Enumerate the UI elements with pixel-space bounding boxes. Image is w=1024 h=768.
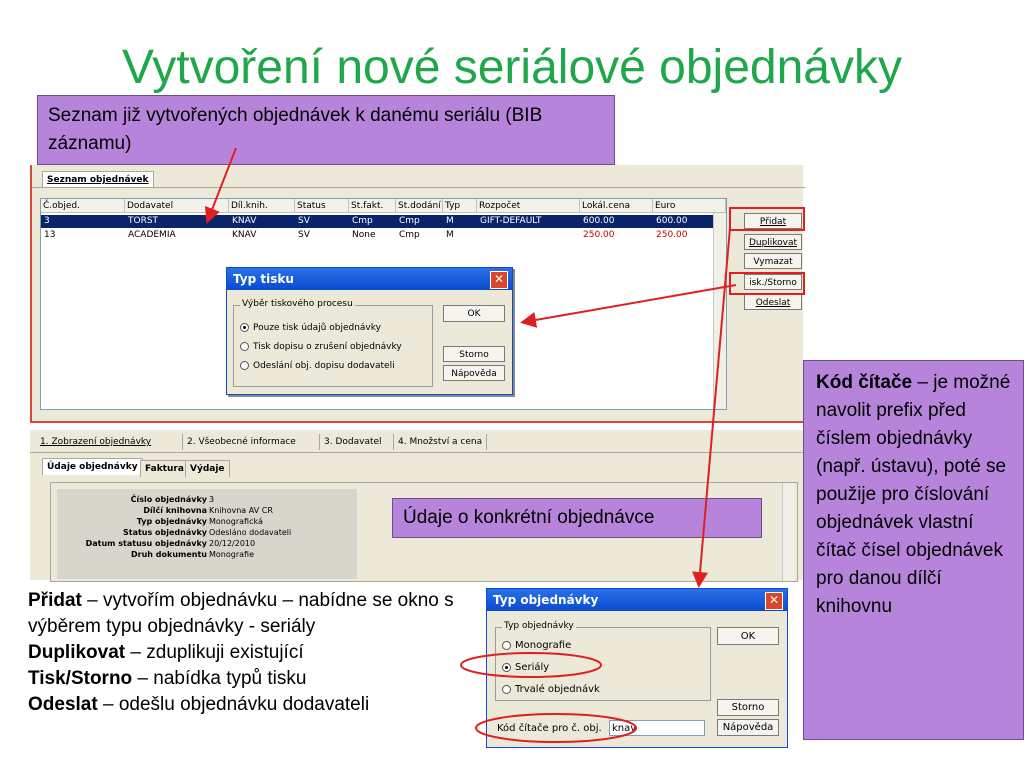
slide-title: Vytvoření nové seriálové objednávky (122, 41, 902, 94)
cell-euro: 250.00 (656, 230, 688, 240)
field-label: Číslo objednávky (130, 495, 207, 504)
field-value: Odesláno dodavateli (209, 528, 292, 537)
tab-order-list[interactable]: Seznam objednávek (42, 171, 154, 188)
cell-status: SV (298, 230, 310, 240)
duplicate-button-label: Duplikovat (748, 238, 798, 248)
field-label: Datum statusu objednávky (85, 539, 207, 548)
notes-list (28, 588, 488, 718)
field-label: Typ objednávky (136, 517, 207, 526)
field-label: Dílčí knihovna (143, 506, 207, 515)
tab-general-info[interactable]: 2. Všeobecné informace (182, 434, 300, 450)
help-button[interactable]: Nápověda (443, 365, 505, 381)
cell-order-no: 13 (44, 230, 56, 240)
cancel-button[interactable]: Storno (443, 346, 505, 362)
cell-delivery-status: Cmp (399, 230, 420, 240)
note-term: Odeslat (28, 694, 98, 715)
col-sublibrary[interactable]: Díl.knih. (229, 199, 295, 213)
tab-quantity-price[interactable]: 4. Množství a cena (393, 434, 487, 450)
note-term: Přidat (28, 590, 82, 611)
ok-button[interactable]: OK (443, 305, 505, 322)
cancel-button[interactable]: Storno (717, 699, 779, 716)
add-button-label: Přidat (759, 217, 787, 227)
radio-label: Seriály (515, 662, 550, 673)
cell-invoice-status: None (352, 230, 376, 240)
note-text: – nabídka typů tisku (132, 668, 307, 689)
print-cancel-button-label: isk./Storno (749, 278, 797, 288)
note-text: – odešlu objednávku dodavateli (97, 694, 370, 715)
counter-input-value: knav (612, 723, 637, 734)
cell-supplier: ACADEMIA (128, 230, 176, 240)
note-text: – vytvořím objednávku – nabídne se okno s výběrem typu objednávky - seriály (28, 590, 454, 637)
col-status[interactable]: Status (295, 199, 349, 213)
field-value: 20/12/2010 (209, 539, 256, 548)
col-order-no[interactable]: Č.objed. (41, 199, 125, 213)
subtab-order-data[interactable]: Údaje objednávky (42, 458, 143, 475)
delete-button-label: Vymazat (753, 257, 793, 267)
tab-order-display[interactable]: 1. Zobrazení objednávky (36, 434, 155, 450)
print-dialog-title-text: Typ tisku (233, 272, 294, 286)
col-type[interactable]: Typ (443, 199, 477, 213)
col-local-price[interactable]: Lokál.cena (580, 199, 653, 213)
cell-type: M (446, 216, 454, 226)
callout-order-detail-text: Údaje o konkrétní objednávce (403, 507, 655, 528)
close-icon[interactable]: ✕ (765, 592, 783, 610)
cell-local-price: 600.00 (583, 216, 615, 226)
note-item (28, 588, 488, 640)
cell-order-no: 3 (44, 216, 50, 226)
radio-label: Monografie (515, 640, 572, 651)
cell-euro: 600.00 (656, 216, 688, 226)
field-value: Monografická (209, 517, 263, 526)
col-invoice-status[interactable]: St.fakt. (349, 199, 396, 213)
help-button[interactable]: Nápověda (717, 719, 779, 736)
radio-label: Trvalé objednávk (515, 684, 600, 695)
cell-invoice-status: Cmp (352, 216, 373, 226)
subtab-invoice[interactable]: Faktura (140, 460, 189, 477)
field-label: Druh dokumentu (131, 550, 207, 559)
callout-counter-code-text: – je možné navolit prefix před číslem objednávky (např. ústavu), poté se použije pro číslování objednávek vlastní čítač čísel objednávek pro danou dílčí knihovnu (816, 372, 1011, 617)
cell-sublibrary: KNAV (232, 216, 257, 226)
field-value: 3 (209, 495, 215, 504)
ok-button[interactable]: OK (717, 627, 779, 645)
print-process-legend: Výběr tiskového procesu (242, 299, 353, 309)
note-item (28, 692, 488, 718)
arrow-print-to-dialog (524, 285, 736, 322)
tab-supplier[interactable]: 3. Dodavatel (319, 434, 386, 450)
ellipse-counter-code (476, 714, 636, 742)
radio-label: Pouze tisk údajů objednávky (253, 323, 381, 333)
note-term: Tisk/Storno (28, 668, 133, 689)
col-supplier[interactable]: Dodavatel (125, 199, 229, 213)
note-item (28, 640, 488, 666)
col-euro[interactable]: Euro (653, 199, 726, 213)
cell-sublibrary: KNAV (232, 230, 257, 240)
cell-type: M (446, 230, 454, 240)
arrow-add-to-order-type (699, 228, 730, 584)
radio-label: Odeslání obj. dopisu dodavateli (253, 361, 395, 371)
close-icon[interactable]: ✕ (490, 271, 508, 289)
order-type-legend: Typ objednávky (504, 621, 574, 631)
note-term: Duplikovat (28, 642, 126, 663)
subtab-expenses[interactable]: Výdaje (185, 460, 230, 477)
note-text: – zduplikuji existující (125, 642, 304, 663)
cell-delivery-status: Cmp (399, 216, 420, 226)
field-value: Knihovna AV CR (209, 506, 273, 515)
col-budget[interactable]: Rozpočet (477, 199, 580, 213)
note-item (28, 666, 488, 692)
col-delivery-status[interactable]: St.dodání (396, 199, 443, 213)
cell-budget: GIFT-DEFAULT (480, 216, 542, 226)
cell-local-price: 250.00 (583, 230, 615, 240)
field-value: Monografie (209, 550, 254, 559)
order-type-dialog-title-text: Typ objednávky (493, 593, 599, 607)
callout-order-list-text: Seznam již vytvořených objednávek k danému seriálu (BIB záznamu) (48, 105, 543, 154)
cell-supplier: TORST (128, 216, 159, 226)
arrow-callout-to-row (208, 148, 236, 220)
field-label: Status objednávky (122, 528, 207, 537)
cell-status: SV (298, 216, 310, 226)
counter-label: Kód čítače pro č. obj. (497, 723, 602, 734)
send-button-label: Odeslat (755, 298, 791, 308)
callout-counter-code-bold: Kód čítače (816, 372, 913, 393)
radio-label: Tisk dopisu o zrušení objednávky (253, 342, 402, 352)
